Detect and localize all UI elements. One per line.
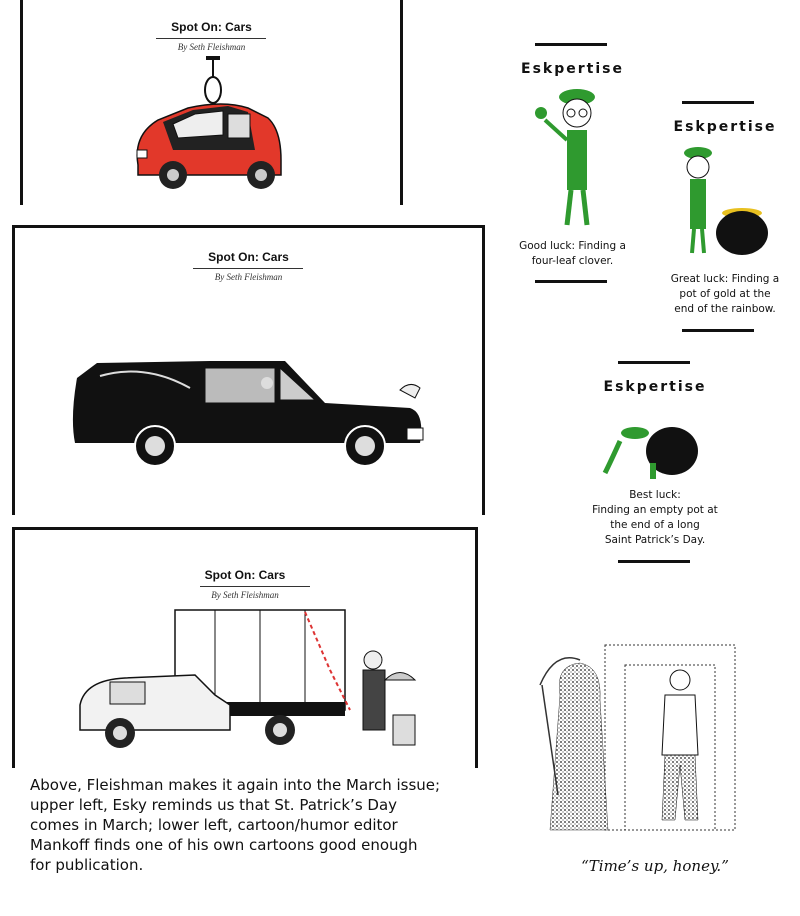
- bottom-rule: [618, 560, 690, 563]
- cartoon-panel-hearse: [12, 225, 485, 515]
- panel-byline: By Seth Fleishman: [177, 42, 246, 52]
- panel-title: Eskpertise: [521, 61, 624, 77]
- panel-byline: By Seth Fleishman: [211, 590, 279, 600]
- esky-pot-illustration: [650, 143, 800, 263]
- panel-title: Eskpertise: [603, 379, 707, 395]
- panel-byline: By Seth Fleishman: [214, 272, 283, 282]
- cartoon-quote: “Time’s up, honey.”: [581, 857, 729, 875]
- garbage-truck-illustration: [15, 530, 475, 768]
- panel-caption: Good luck: Finding a four-leaf clover.: [519, 240, 626, 267]
- top-rule: [535, 43, 607, 46]
- smart-car-illustration: [23, 0, 400, 205]
- hearse-illustration: [15, 228, 482, 515]
- top-rule: [618, 361, 690, 364]
- panel-title: Spot On: Cars: [204, 568, 286, 582]
- esky-clover-illustration: [505, 85, 640, 235]
- eskpertise-panel-clover: [505, 35, 640, 285]
- panel-caption: Great luck: Finding a pot of gold at the end of the rainbow.: [670, 273, 780, 315]
- cartoon-panel-smart-car: [20, 0, 403, 205]
- panel-title: Spot On: Cars: [171, 20, 252, 34]
- panel-title: Spot On: Cars: [208, 250, 289, 264]
- bottom-rule: [535, 280, 607, 283]
- grim-reaper-doorway-illustration: [520, 605, 790, 845]
- mankoff-cartoon: [520, 605, 790, 905]
- bottom-rule: [682, 329, 754, 332]
- top-rule: [682, 101, 754, 104]
- page-caption: Above, Fleishman makes it again into the March issue; upper left, Esky reminds us that St. Patrick’s Day comes in March; lower left, cartoon/humor editor Mankoff finds one of his own cartoons good enough for publication.: [30, 776, 441, 874]
- esky-empty-pot-illustration: [580, 403, 730, 493]
- eskpertise-panel-pot-of-gold: [650, 95, 800, 345]
- eskpertise-panel-empty-pot: [580, 355, 730, 570]
- panel-title: Eskpertise: [673, 119, 777, 135]
- panel-caption: Best luck: Finding an empty pot at the end of a long Saint Patrick’s Day.: [592, 489, 718, 546]
- cartoon-panel-garbage-truck: [12, 527, 478, 768]
